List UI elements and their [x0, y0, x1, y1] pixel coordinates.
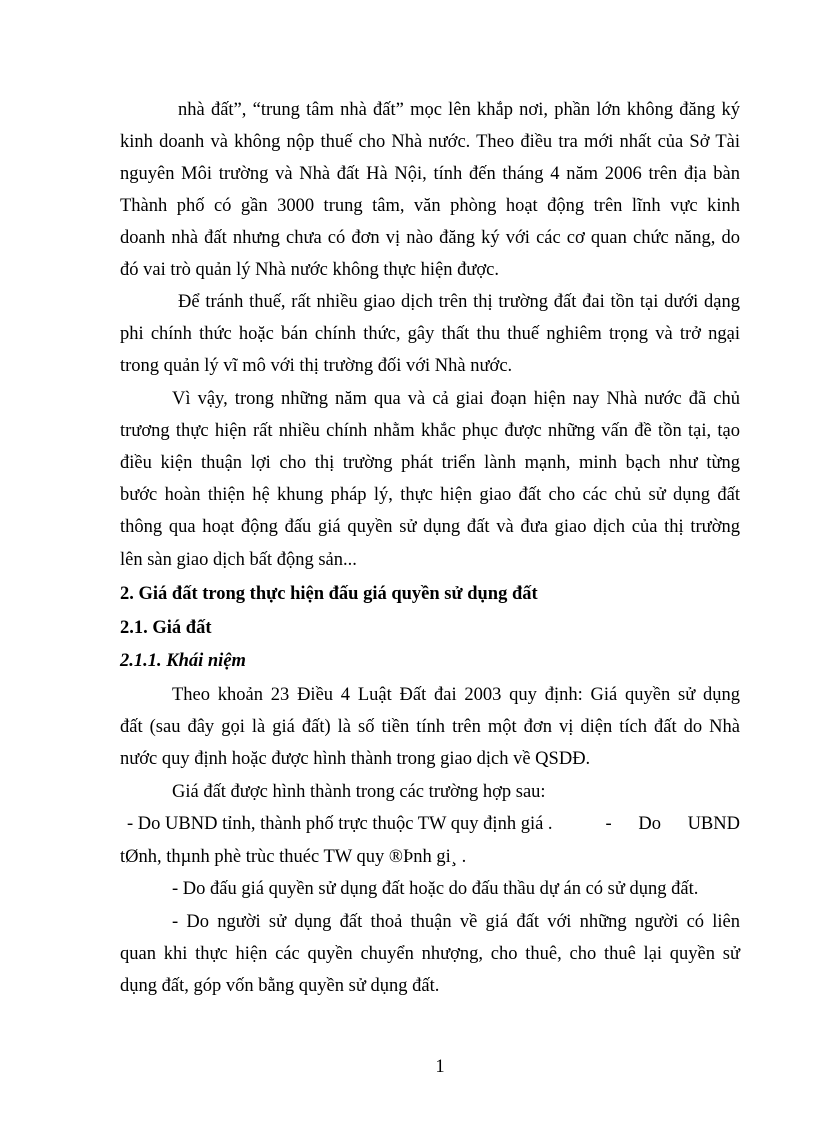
list-item-text: - Do UBND [605, 814, 740, 834]
section-heading: 2. Giá đất trong thực hiện đấu giá quyền sử dụng đất [120, 584, 538, 604]
paragraph-line: trương thực hiện rất nhiều chính nhằm khắc phục được những vấn đề tồn tại, tạo [120, 421, 740, 441]
paragraph-line: doanh nhà đất nhưng chưa có đơn vị nào đăng ký với các cơ quan chức năng, do [120, 228, 740, 248]
paragraph-line: đó vai trò quản lý Nhà nước không thực hiện được. [120, 260, 499, 280]
list-item-text: - Do UBND tỉnh, thành phố trực thuộc TW quy định giá . [127, 814, 553, 834]
paragraph-line: Thành phố có gần 3000 trung tâm, văn phòng hoạt động trên lĩnh vực kinh [120, 196, 740, 216]
list-item-line [127, 812, 740, 836]
paragraph-line: bước hoàn thiện hệ khung pháp lý, thực hiện giao đất cho các chủ sử dụng đất [120, 485, 740, 505]
paragraph-line: Vì vậy, trong những năm qua và cả giai đoạn hiện nay Nhà nước đã chủ [172, 389, 740, 409]
paragraph-line: nước quy định hoặc được hình thành trong giao dịch về QSDĐ. [120, 749, 591, 769]
paragraph-line: kinh doanh và không nộp thuế cho Nhà nước. Theo điều tra mới nhất của Sở Tài [120, 132, 740, 152]
paragraph-line: đất (sau đây gọi là giá đất) là số tiền tính trên một đơn vị diện tích đất do Nhà [120, 717, 740, 737]
paragraph-line: dụng đất, góp vốn bằng quyền sử dụng đất. [120, 976, 440, 996]
garbled-encoding-line: tØnh, thµnh phè trùc thuéc TW quy ®Þnh gi¸ . [120, 847, 467, 867]
paragraph-line: điều kiện thuận lợi cho thị trường phát triển lành mạnh, minh bạch như từng [120, 453, 740, 473]
subsubsection-heading: 2.1.1. Khái niệm [120, 651, 246, 671]
paragraph-line: trong quản lý vĩ mô với thị trường đối với Nhà nước. [120, 356, 513, 376]
paragraph-line: Để tránh thuế, rất nhiều giao dịch trên thị trường đất đai tồn tại dưới dạng [178, 292, 740, 312]
paragraph-line: Giá đất được hình thành trong các trường hợp sau: [172, 782, 546, 802]
paragraph-line: nguyên Môi trường và Nhà đất Hà Nội, tính đến tháng 4 năm 2006 trên địa bàn [120, 164, 740, 184]
paragraph-line: quan khi thực hiện các quyền chuyển nhượng, cho thuê, cho thuê lại quyền sử [120, 944, 740, 964]
paragraph-line: thông qua hoạt động đấu giá quyền sử dụng đất và đưa giao dịch của thị trường [120, 517, 740, 537]
list-item: - Do đấu giá quyền sử dụng đất hoặc do đấu thầu dự án có sử dụng đất. [172, 879, 699, 899]
paragraph-line: phi chính thức hoặc bán chính thức, gây thất thu thuế nghiêm trọng và trở ngại [120, 324, 740, 344]
page-number: 1 [435, 1057, 445, 1077]
subsection-heading: 2.1. Giá đất [120, 618, 212, 638]
list-item: - Do người sử dụng đất thoả thuận về giá đất với những người có liên [172, 912, 740, 932]
paragraph-line: lên sàn giao dịch bất động sản... [120, 550, 357, 570]
paragraph-line: nhà đất”, “trung tâm nhà đất” mọc lên khắp nơi, phần lớn không đăng ký [178, 100, 740, 120]
paragraph-line: Theo khoản 23 Điều 4 Luật Đất đai 2003 quy định: Giá quyền sử dụng [172, 685, 740, 705]
